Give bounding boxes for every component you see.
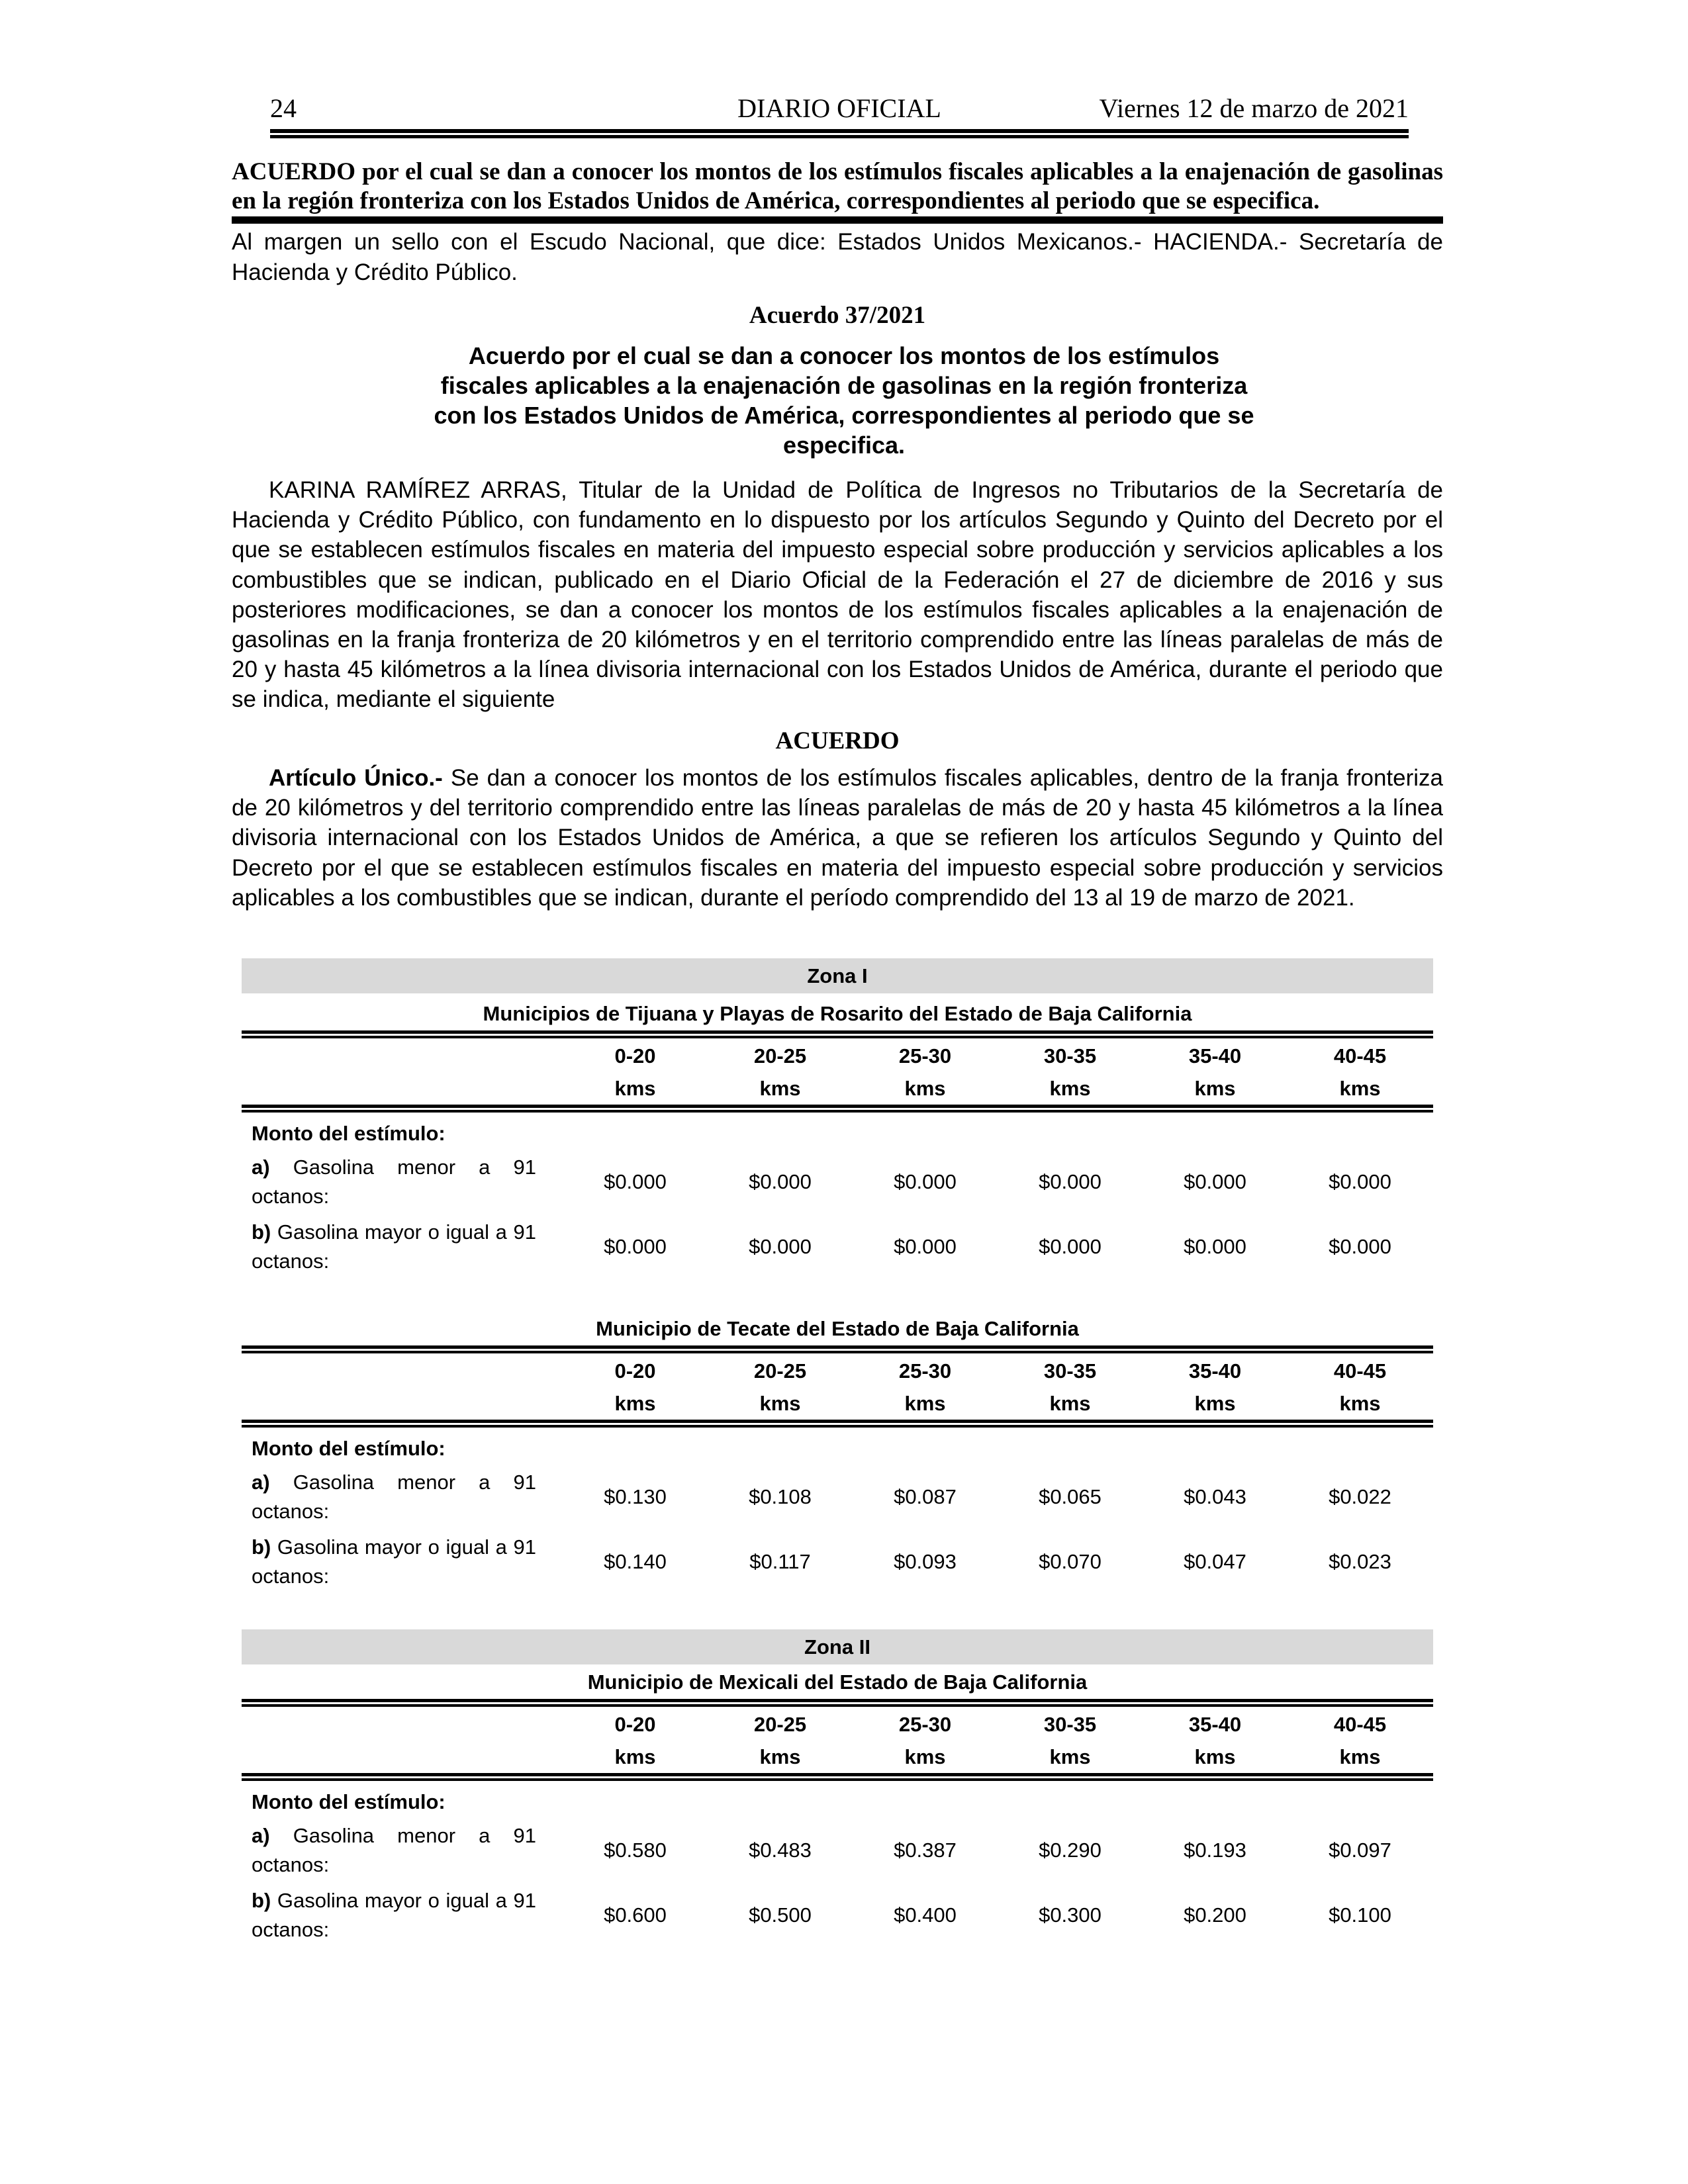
- table-cell: $0.023: [1329, 1550, 1391, 1573]
- double-rule: [242, 1420, 1433, 1428]
- margin-note: Al margen un sello con el Escudo Nacional, que dice: Estados Unidos Mexicanos.- HACIENDA.- Secretaría de Hacienda y Crédito Público.: [232, 229, 1443, 285]
- table-cell: $0.400: [894, 1903, 957, 1927]
- double-rule: [242, 1105, 1433, 1113]
- column-header: 40-45 kms: [1333, 1713, 1387, 1768]
- table-cell: $0.000: [749, 1235, 812, 1258]
- municipality-title: Municipio de Mexicali del Estado de Baja California: [587, 1670, 1088, 1694]
- page-number: 24: [270, 93, 297, 123]
- stimulus-table-mexicali: [242, 1629, 1433, 1948]
- municipality-title: Municipios de Tijuana y Playas de Rosarito del Estado de Baja California: [483, 1002, 1192, 1025]
- column-header: 20-25 kms: [753, 1044, 807, 1100]
- table-cell: $0.093: [894, 1550, 957, 1573]
- articulo-paragraph: [232, 763, 1443, 913]
- table-cell: $0.140: [604, 1550, 667, 1573]
- double-rule: [242, 1030, 1433, 1038]
- column-header: 35-40 kms: [1188, 1713, 1242, 1768]
- table-cell: $0.600: [604, 1903, 667, 1927]
- column-header: 0-20 kms: [614, 1359, 656, 1415]
- table-cell: $0.000: [894, 1170, 957, 1193]
- column-header: 30-35 kms: [1043, 1044, 1097, 1100]
- table-cell: $0.200: [1184, 1903, 1246, 1927]
- title-rule: [232, 216, 1443, 224]
- title-rest: por el cual se dan a conocer los montos de los estímulos fiscales aplicables a la enajenación de gasolinas en la región fronteriza con los Estados Unidos de América, correspondientes al periodo que se especifica.: [232, 158, 1443, 214]
- table-cell: $0.022: [1329, 1485, 1391, 1508]
- table-cell: $0.000: [604, 1235, 667, 1258]
- column-header: 35-40 kms: [1188, 1044, 1242, 1100]
- monto-label: Monto del estímulo:: [252, 1437, 445, 1460]
- column-header-row: [242, 1038, 1433, 1105]
- acuerdo-heading: ACUERDO: [775, 727, 900, 754]
- title-lead: ACUERDO: [232, 158, 356, 185]
- table-cell: $0.580: [604, 1839, 667, 1862]
- table-row: [242, 1465, 1433, 1529]
- table-cell: $0.000: [1329, 1235, 1391, 1258]
- publication-date: Viernes 12 de marzo de 2021: [1099, 93, 1409, 123]
- column-header: 20-25 kms: [753, 1713, 807, 1768]
- monto-label: Monto del estímulo:: [252, 1790, 445, 1813]
- table-cell: $0.300: [1039, 1903, 1102, 1927]
- articulo-lead: Artículo Único.-: [269, 765, 443, 791]
- zone-band: Zona II: [242, 1629, 1433, 1664]
- table-cell: $0.000: [1039, 1170, 1102, 1193]
- table-row: [242, 1214, 1433, 1279]
- table-cell: $0.500: [749, 1903, 812, 1927]
- acuerdo-number: Acuerdo 37/2021: [749, 302, 926, 329]
- table-cell: $0.108: [749, 1485, 812, 1508]
- table-cell: $0.000: [1329, 1170, 1391, 1193]
- column-header: 20-25 kms: [753, 1359, 807, 1415]
- table-cell: $0.387: [894, 1839, 957, 1862]
- monto-label: Monto del estímulo:: [252, 1122, 445, 1145]
- table-row: [242, 1883, 1433, 1948]
- row-label: b) Gasolina mayor o igual a 91 octanos:: [252, 1220, 536, 1273]
- table-cell: $0.000: [894, 1235, 957, 1258]
- stimulus-table-tecate: [242, 1312, 1433, 1594]
- table-cell: $0.070: [1039, 1550, 1102, 1573]
- table-cell: $0.000: [749, 1170, 812, 1193]
- table-cell: $0.097: [1329, 1839, 1391, 1862]
- header-double-rule: [270, 129, 1409, 138]
- table-cell: $0.047: [1184, 1550, 1246, 1573]
- column-header: 25-30 kms: [898, 1044, 952, 1100]
- document-title: [232, 158, 1443, 216]
- table-cell: $0.000: [1184, 1170, 1246, 1193]
- articulo-text: Se dan a conocer los montos de los estímulos fiscales aplicables, dentro de la franja fronteriza de 20 kilómetros y del territorio comprendido entre las líneas paralelas de más de 20 y hasta 45 kilómetros a la línea divisoria internacional con los Estados Unidos de América, a que se refieren los artículos Segundo y Quinto del Decreto por el que se establecen estímulos fiscales en materia del impuesto especial sobre producción y servicios aplicables a los combustibles que se indican, durante el período comprendido del 13 al 19 de marzo de 2021.: [232, 765, 1443, 911]
- column-header-row: [242, 1707, 1433, 1773]
- double-rule: [242, 1699, 1433, 1707]
- table-cell: $0.000: [1039, 1235, 1102, 1258]
- table-row: [242, 1529, 1433, 1594]
- table-cell: $0.000: [604, 1170, 667, 1193]
- row-label: a) Gasolina menor a 91 octanos:: [252, 1471, 536, 1523]
- table-cell: $0.483: [749, 1839, 812, 1862]
- column-header: 0-20 kms: [614, 1713, 656, 1768]
- table-cell: $0.065: [1039, 1485, 1102, 1508]
- table-cell: $0.000: [1184, 1235, 1246, 1258]
- centered-title: Acuerdo por el cual se dan a conocer los montos de los estímulos fiscales aplicables a la enajenación de gasolinas en la región fronteriza con los Estados Unidos de América, correspondientes al periodo que se especifica.: [434, 342, 1254, 459]
- column-header: 0-20 kms: [614, 1044, 656, 1100]
- table-cell: $0.193: [1184, 1839, 1246, 1862]
- zone-band: Zona I: [242, 958, 1433, 993]
- table-cell: $0.043: [1184, 1485, 1246, 1508]
- publication-name: DIARIO OFICIAL: [737, 93, 941, 123]
- double-rule: [242, 1773, 1433, 1781]
- municipality-title: Municipio de Tecate del Estado de Baja California: [596, 1317, 1079, 1340]
- column-header: 30-35 kms: [1043, 1713, 1097, 1768]
- column-header: 40-45 kms: [1333, 1044, 1387, 1100]
- row-label: a) Gasolina menor a 91 octanos:: [252, 1156, 536, 1208]
- double-rule: [242, 1345, 1433, 1353]
- table-cell: $0.087: [894, 1485, 957, 1508]
- column-header: 30-35 kms: [1043, 1359, 1097, 1415]
- table-cell: $0.100: [1329, 1903, 1391, 1927]
- table-cell: $0.290: [1039, 1839, 1102, 1862]
- table-row: [242, 1818, 1433, 1883]
- column-header: 40-45 kms: [1333, 1359, 1387, 1415]
- preamble-paragraph: KARINA RAMÍREZ ARRAS, Titular de la Unidad de Política de Ingresos no Tributarios de la Secretaría de Hacienda y Crédito Público, con fundamento en lo dispuesto por los artículos Segundo y Quinto del Decreto por el que se establecen estímulos fiscales en materia del impuesto especial sobre producción y servicios aplicables a los combustibles que se indican, publicado en el Diario Oficial de la Federación el 27 de diciembre de 2016 y sus posteriores modificaciones, se dan a conocer los montos de los estímulos fiscales aplicables a la enajenación de gasolinas en la franja fronteriza de 20 kilómetros y en el territorio comprendido entre las líneas paralelas de más de 20 y hasta 45 kilómetros a la línea divisoria internacional con los Estados Unidos de América, durante el periodo que se indica, mediante el siguiente: [232, 477, 1443, 713]
- column-header: 25-30 kms: [898, 1713, 952, 1768]
- running-header: [270, 93, 1409, 132]
- stimulus-table-tijuana: [242, 958, 1433, 1279]
- table-row: [242, 1150, 1433, 1214]
- column-header: 35-40 kms: [1188, 1359, 1242, 1415]
- row-label: b) Gasolina mayor o igual a 91 octanos:: [252, 1535, 536, 1588]
- row-label: a) Gasolina menor a 91 octanos:: [252, 1824, 536, 1876]
- row-label: b) Gasolina mayor o igual a 91 octanos:: [252, 1889, 536, 1941]
- column-header: 25-30 kms: [898, 1359, 952, 1415]
- table-cell: $0.130: [604, 1485, 667, 1508]
- table-cell: $0.117: [749, 1550, 811, 1573]
- column-header-row: [242, 1353, 1433, 1420]
